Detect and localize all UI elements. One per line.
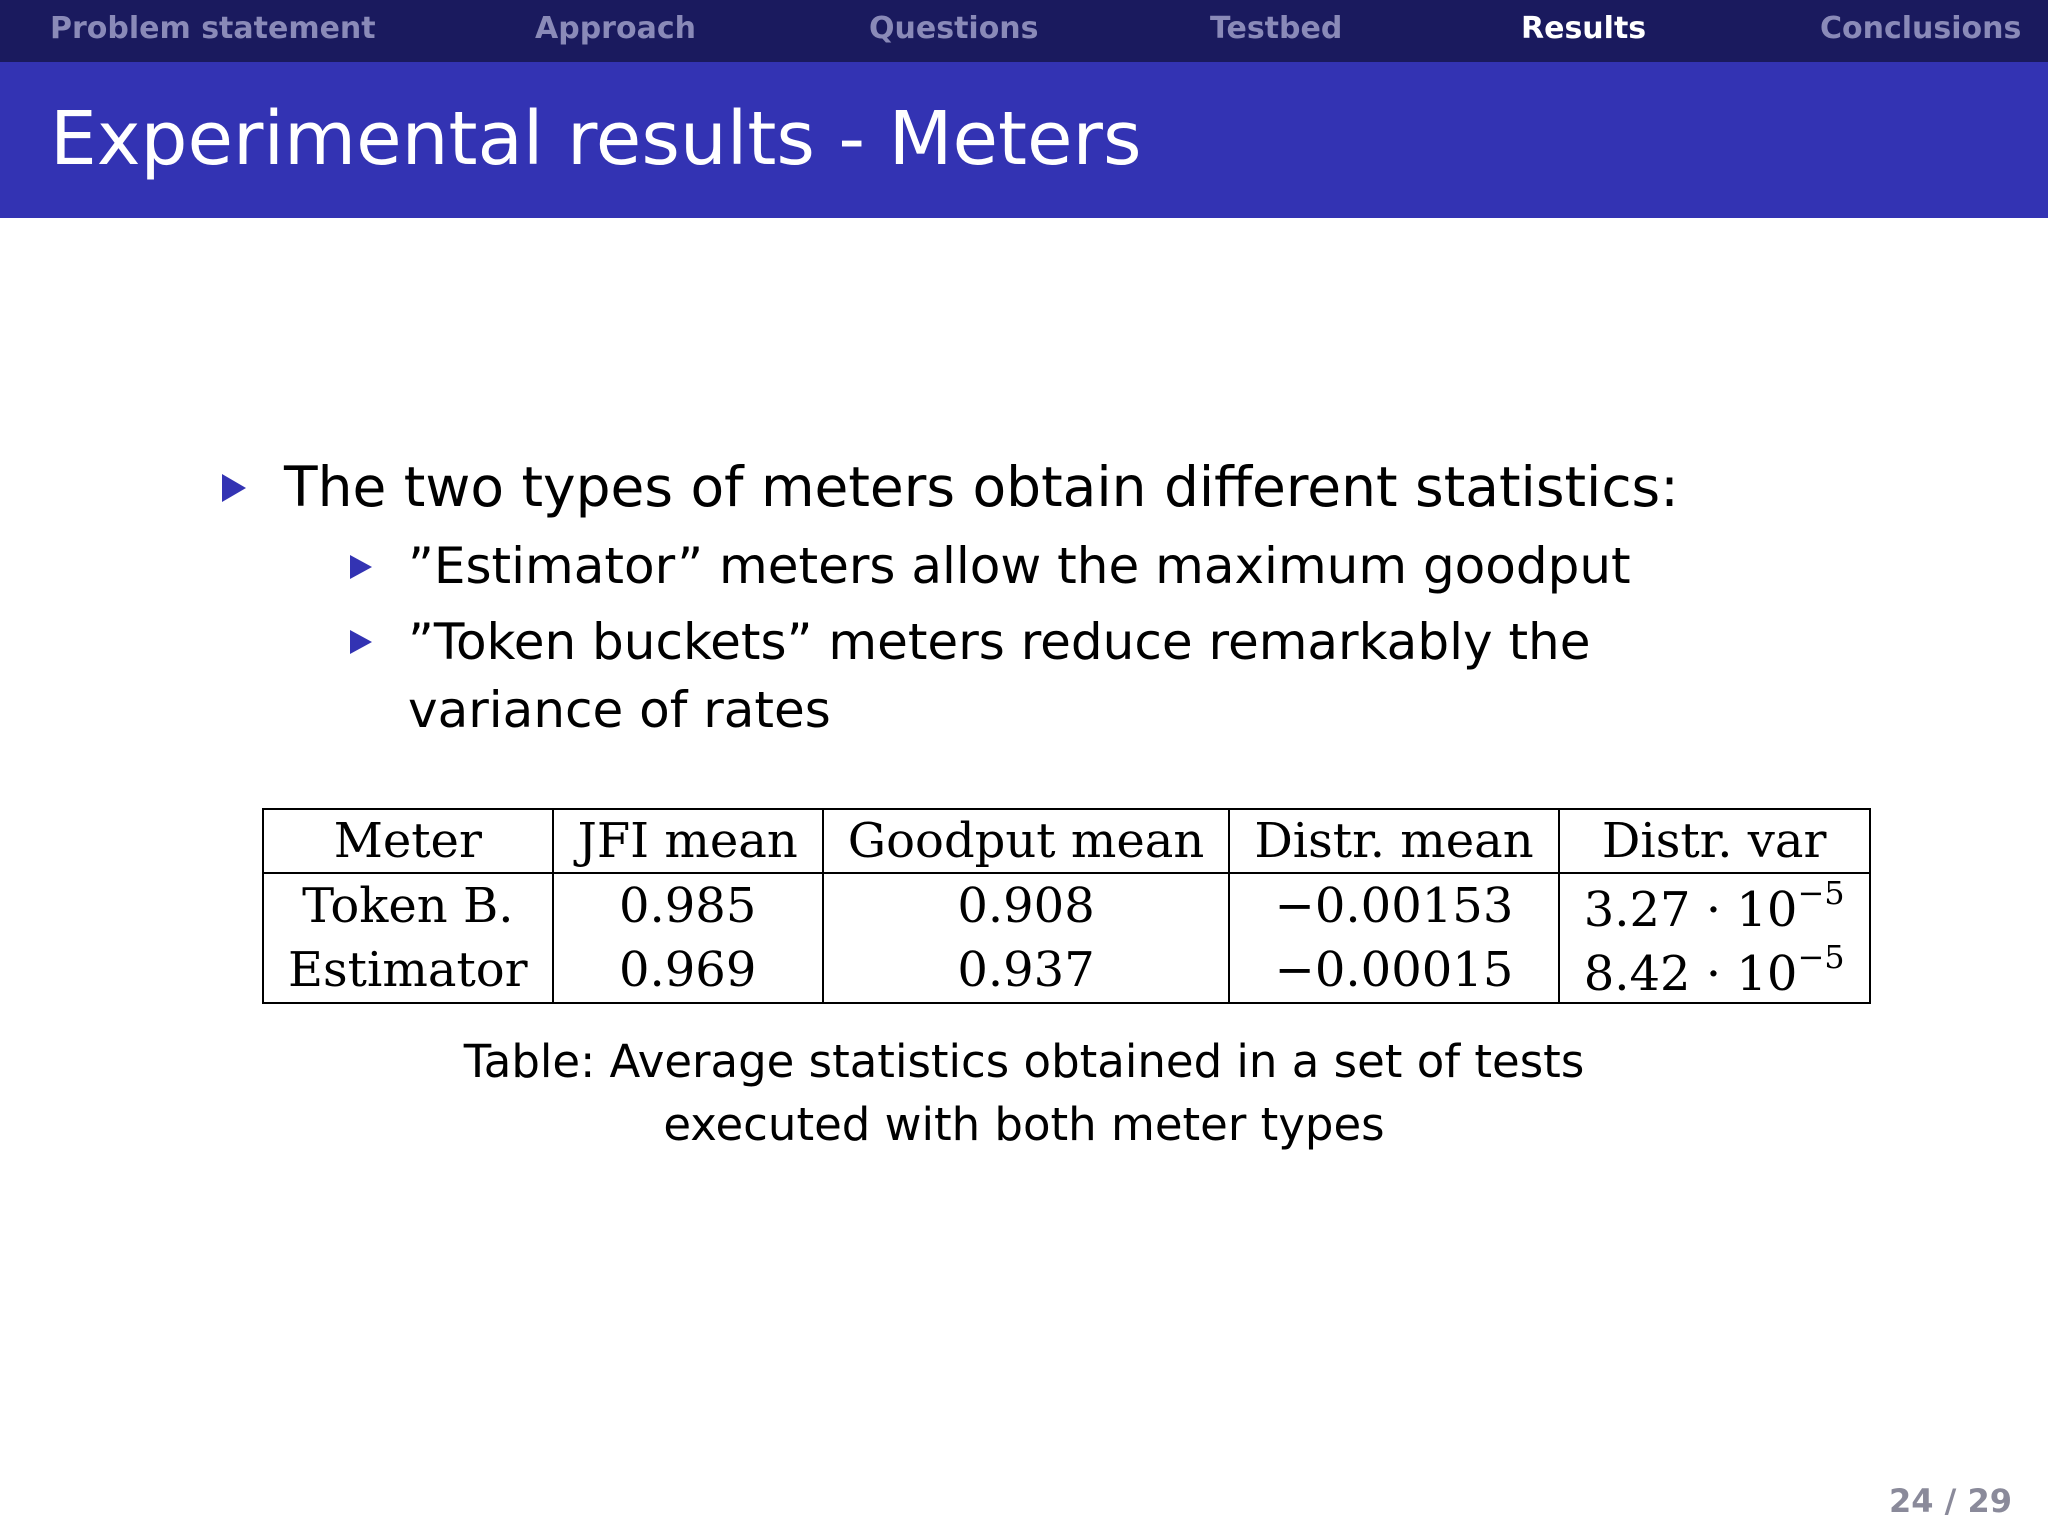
nav-item-questions[interactable]: Questions <box>869 11 1039 46</box>
table-caption-line-1: Table: Average statistics obtained in a set of tests <box>463 1035 1585 1088</box>
cell-jfi-mean: 0.985 <box>553 873 823 938</box>
cell-distr-var <box>1559 938 1870 1003</box>
nav-item-results[interactable]: Results <box>1521 11 1647 46</box>
cell-jfi-mean: 0.969 <box>553 938 823 1003</box>
meter-statistics-table <box>262 808 1871 1004</box>
bullet-sub-token-buckets <box>408 608 1808 744</box>
triangle-bullet-icon <box>350 630 372 654</box>
column-header-distr-mean: Distr. mean <box>1229 809 1558 873</box>
bullet-sub-estimator <box>408 537 1631 595</box>
slide-title: Experimental results - Meters <box>50 96 1142 182</box>
cell-meter: Token B. <box>263 873 553 938</box>
title-bar <box>0 62 2048 218</box>
table-header-row <box>263 809 1870 873</box>
distr-var-base: 3.27 · 10 <box>1583 882 1798 938</box>
nav-item-conclusions[interactable]: Conclusions <box>1820 11 2022 46</box>
bullet-main <box>284 455 1679 519</box>
page-number: 24 / 29 <box>1888 1482 2012 1520</box>
section-navbar <box>0 0 2048 62</box>
bullet-sub-text: ”Token buckets” meters reduce remarkably the variance of rates <box>408 613 1591 739</box>
cell-goodput-mean: 0.937 <box>823 938 1230 1003</box>
table-row <box>263 938 1870 1003</box>
distr-var-base: 8.42 · 10 <box>1583 946 1798 1002</box>
cell-distr-var <box>1559 873 1870 938</box>
table-row <box>263 873 1870 938</box>
cell-goodput-mean: 0.908 <box>823 873 1230 938</box>
bullet-sub-text: ”Estimator” meters allow the maximum goodput <box>408 537 1631 595</box>
nav-item-problem-statement[interactable]: Problem statement <box>50 11 376 46</box>
table-caption-line-2: executed with both meter types <box>663 1098 1385 1151</box>
distr-var-exponent: −5 <box>1797 874 1845 912</box>
column-header-distr-var: Distr. var <box>1559 809 1870 873</box>
cell-distr-mean: −0.00015 <box>1229 938 1558 1003</box>
distr-var-exponent: −5 <box>1797 938 1845 976</box>
table-caption <box>0 1030 2048 1156</box>
bullet-main-text: The two types of meters obtain different statistics: <box>284 455 1679 519</box>
column-header-jfi-mean: JFI mean <box>553 809 823 873</box>
nav-item-testbed[interactable]: Testbed <box>1210 11 1343 46</box>
nav-item-approach[interactable]: Approach <box>535 11 696 46</box>
column-header-meter: Meter <box>263 809 553 873</box>
triangle-bullet-icon <box>350 555 372 579</box>
cell-meter: Estimator <box>263 938 553 1003</box>
column-header-goodput-mean: Goodput mean <box>823 809 1230 873</box>
cell-distr-mean: −0.00153 <box>1229 873 1558 938</box>
triangle-bullet-icon <box>222 474 246 502</box>
